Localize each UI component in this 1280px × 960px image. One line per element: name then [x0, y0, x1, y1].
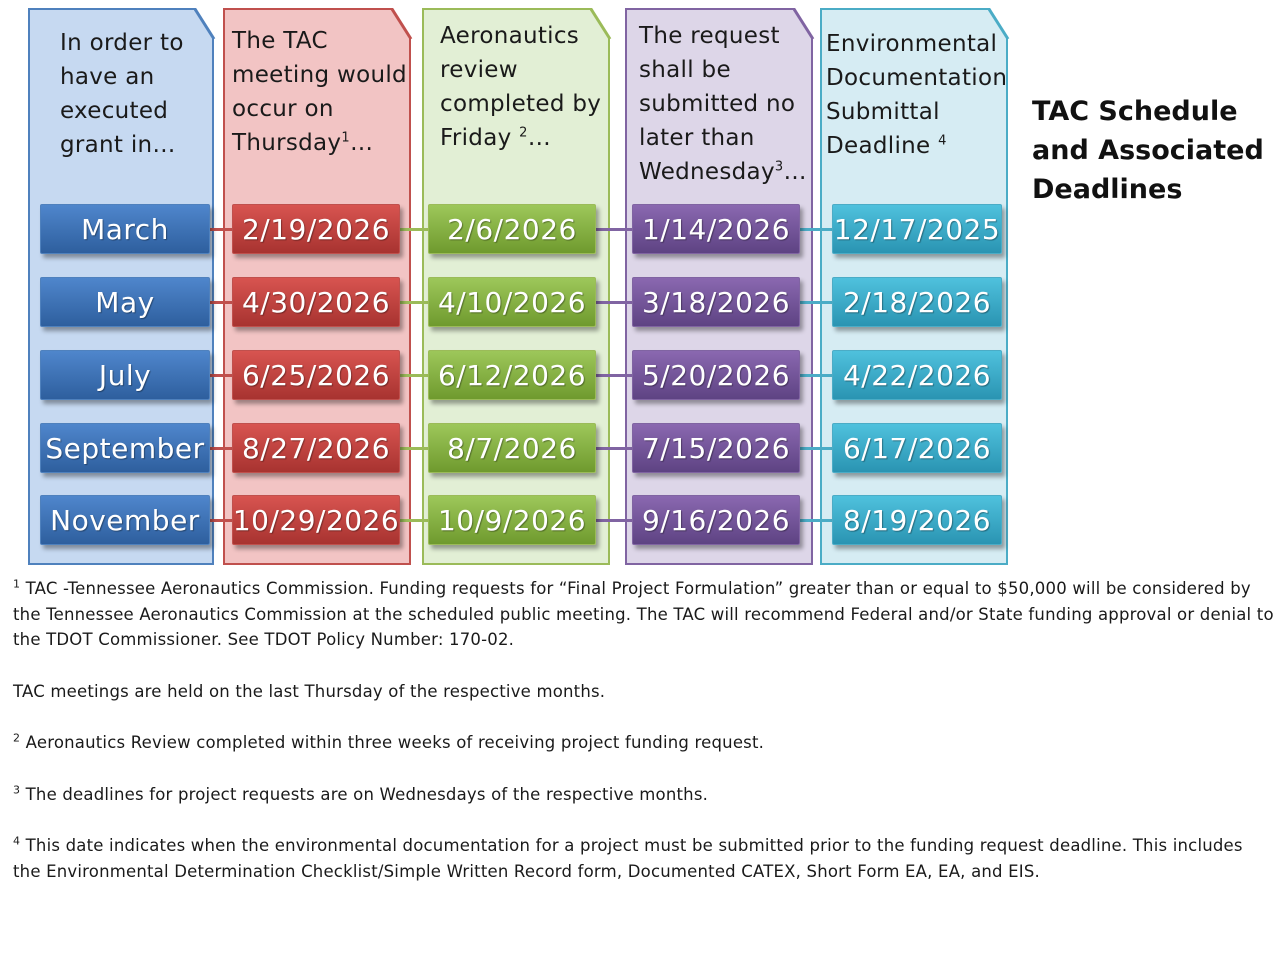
row-connector [596, 374, 632, 377]
column-heading-line [60, 26, 184, 60]
row-connector [210, 447, 232, 450]
column-heading-line [639, 121, 807, 155]
footnote-text: The deadlines for project requests are on Wednesdays of the respective months. [20, 784, 709, 804]
heading-text: executed [60, 98, 169, 124]
date-cell: 7/15/2026 [632, 423, 800, 473]
column-corner-line [195, 9, 214, 39]
date-cell: 8/27/2026 [232, 423, 400, 473]
footnote-ref: 3 [774, 159, 784, 175]
date-cell: 12/17/2025 [832, 204, 1002, 254]
footnote-text: TAC meetings are held on the last Thursday of the respective months. [13, 681, 606, 701]
row-connector [800, 301, 832, 304]
column-heading-line [639, 87, 807, 121]
row-connector [210, 374, 232, 377]
column-corner-1 [194, 8, 216, 42]
footnote-2 [13, 679, 1275, 705]
footnote-5 [13, 833, 1275, 884]
column-heading-line [639, 53, 807, 87]
column-heading-line [826, 129, 1007, 163]
footnote-ref: 1 [341, 130, 350, 146]
heading-text: later than [639, 125, 755, 151]
month-cell: July [40, 350, 210, 400]
date-cell: 5/20/2026 [632, 350, 800, 400]
column-heading-line [232, 58, 407, 92]
note-spacer [13, 807, 1275, 833]
heading-text: completed by [440, 91, 602, 117]
note-spacer [13, 756, 1275, 782]
column-heading-line [440, 87, 601, 121]
date-cell: 4/10/2026 [428, 277, 596, 327]
row-connector [596, 519, 632, 522]
date-cell: 2/6/2026 [428, 204, 596, 254]
row-connector [800, 519, 832, 522]
heading-text: shall be [639, 57, 731, 83]
heading-ellipsis: … [527, 125, 552, 151]
footnote-text: TAC -Tennessee Aeronautics Commission. Funding requests for “Final Project Formulation” greater than or equal to $50,000 will be considered by the Tennessee Aeronautics Commission at the scheduled public meeting. The TAC will recommend Federal and/or State funding approval or denial to the TDOT Commissioner. See TDOT Policy Number: 170-02. [13, 579, 1274, 649]
column-heading-line [232, 92, 407, 126]
heading-ellipsis: … [783, 159, 807, 185]
column-heading-1 [60, 26, 184, 162]
heading-text: Aeronautics [440, 23, 580, 49]
column-heading-2 [232, 24, 407, 160]
heading-text: Wednesday [639, 159, 775, 185]
row-connector [596, 301, 632, 304]
column-heading-line [60, 94, 184, 128]
date-cell: 6/12/2026 [428, 350, 596, 400]
row-connector [596, 447, 632, 450]
row-connector [400, 519, 428, 522]
heading-text: In order to [60, 30, 184, 56]
month-cell: September [40, 423, 210, 473]
column-heading-line [60, 60, 184, 94]
row-connector [800, 447, 832, 450]
heading-text: The TAC [232, 28, 328, 54]
row-connector [400, 301, 428, 304]
column-heading-line [440, 19, 601, 53]
date-cell: 6/25/2026 [232, 350, 400, 400]
row-connector [210, 519, 232, 522]
heading-text: The request [639, 23, 780, 49]
heading-ellipsis: … [349, 130, 374, 156]
heading-text: occur on [232, 96, 334, 122]
heading-text: Submittal [826, 99, 940, 125]
row-connector [400, 447, 428, 450]
column-heading-line [440, 121, 601, 155]
heading-text: Deadline [826, 133, 939, 159]
month-cell: May [40, 277, 210, 327]
date-cell: 2/19/2026 [232, 204, 400, 254]
column-heading-line [232, 126, 407, 160]
footnote-number: 4 [13, 834, 21, 848]
heading-text: grant in… [60, 132, 176, 158]
heading-text: Friday [440, 125, 520, 151]
footnote-1 [13, 576, 1275, 653]
heading-text: Documentation [826, 65, 1008, 91]
footnote-text: This date indicates when the environmental documentation for a project must be submitted prior to the funding request deadline. This includes the Environmental Determination Checklist/Simple Written Record form, Documented CATEX, Short Form EA, EA, and EIS. [13, 836, 1243, 881]
column-heading-4 [639, 19, 807, 189]
date-cell: 8/19/2026 [832, 495, 1002, 545]
footnote-ref: 2 [519, 125, 528, 141]
heading-text: meeting would [232, 62, 407, 88]
date-cell: 1/14/2026 [632, 204, 800, 254]
row-connector [596, 228, 632, 231]
footnote-text: Aeronautics Review completed within three weeks of receiving project funding request. [20, 733, 765, 752]
diagram-title: TAC Schedule and Associated Deadlines [1032, 96, 1264, 205]
row-connector [800, 374, 832, 377]
column-heading-line [826, 27, 1007, 61]
footnote-3 [13, 730, 1275, 756]
footnote-number: 1 [13, 577, 21, 591]
heading-text: Environmental [826, 31, 998, 57]
date-cell: 3/18/2026 [632, 277, 800, 327]
column-heading-line [639, 155, 807, 189]
note-spacer [13, 653, 1275, 679]
date-cell: 4/30/2026 [232, 277, 400, 327]
date-cell: 8/7/2026 [428, 423, 596, 473]
date-cell: 10/9/2026 [428, 495, 596, 545]
row-connector [210, 228, 232, 231]
footnote-ref: 4 [938, 133, 947, 149]
column-heading-line [639, 19, 807, 53]
column-heading-line [826, 61, 1007, 95]
column-heading-line [232, 24, 407, 58]
column-heading-line [440, 53, 601, 87]
footnote-number: 3 [13, 783, 21, 796]
column-heading-line [60, 128, 184, 162]
heading-text: submitted no [639, 91, 796, 117]
column-heading-line [826, 95, 1007, 129]
footnote-number: 2 [13, 731, 21, 745]
date-cell: 6/17/2026 [832, 423, 1002, 473]
row-connector [800, 228, 832, 231]
footnotes [13, 576, 1275, 884]
footnote-4 [13, 782, 1275, 808]
heading-text: have an [60, 64, 155, 90]
column-heading-3 [440, 19, 601, 155]
heading-text: review [440, 57, 518, 83]
row-connector [400, 374, 428, 377]
date-cell: 2/18/2026 [832, 277, 1002, 327]
month-cell: March [40, 204, 210, 254]
heading-text: Thursday [232, 130, 342, 156]
month-cell: November [40, 495, 210, 545]
note-spacer [13, 704, 1275, 730]
date-cell: 10/29/2026 [232, 495, 400, 545]
row-connector [210, 301, 232, 304]
column-heading-5 [826, 27, 1007, 163]
date-cell: 9/16/2026 [632, 495, 800, 545]
row-connector [400, 228, 428, 231]
date-cell: 4/22/2026 [832, 350, 1002, 400]
